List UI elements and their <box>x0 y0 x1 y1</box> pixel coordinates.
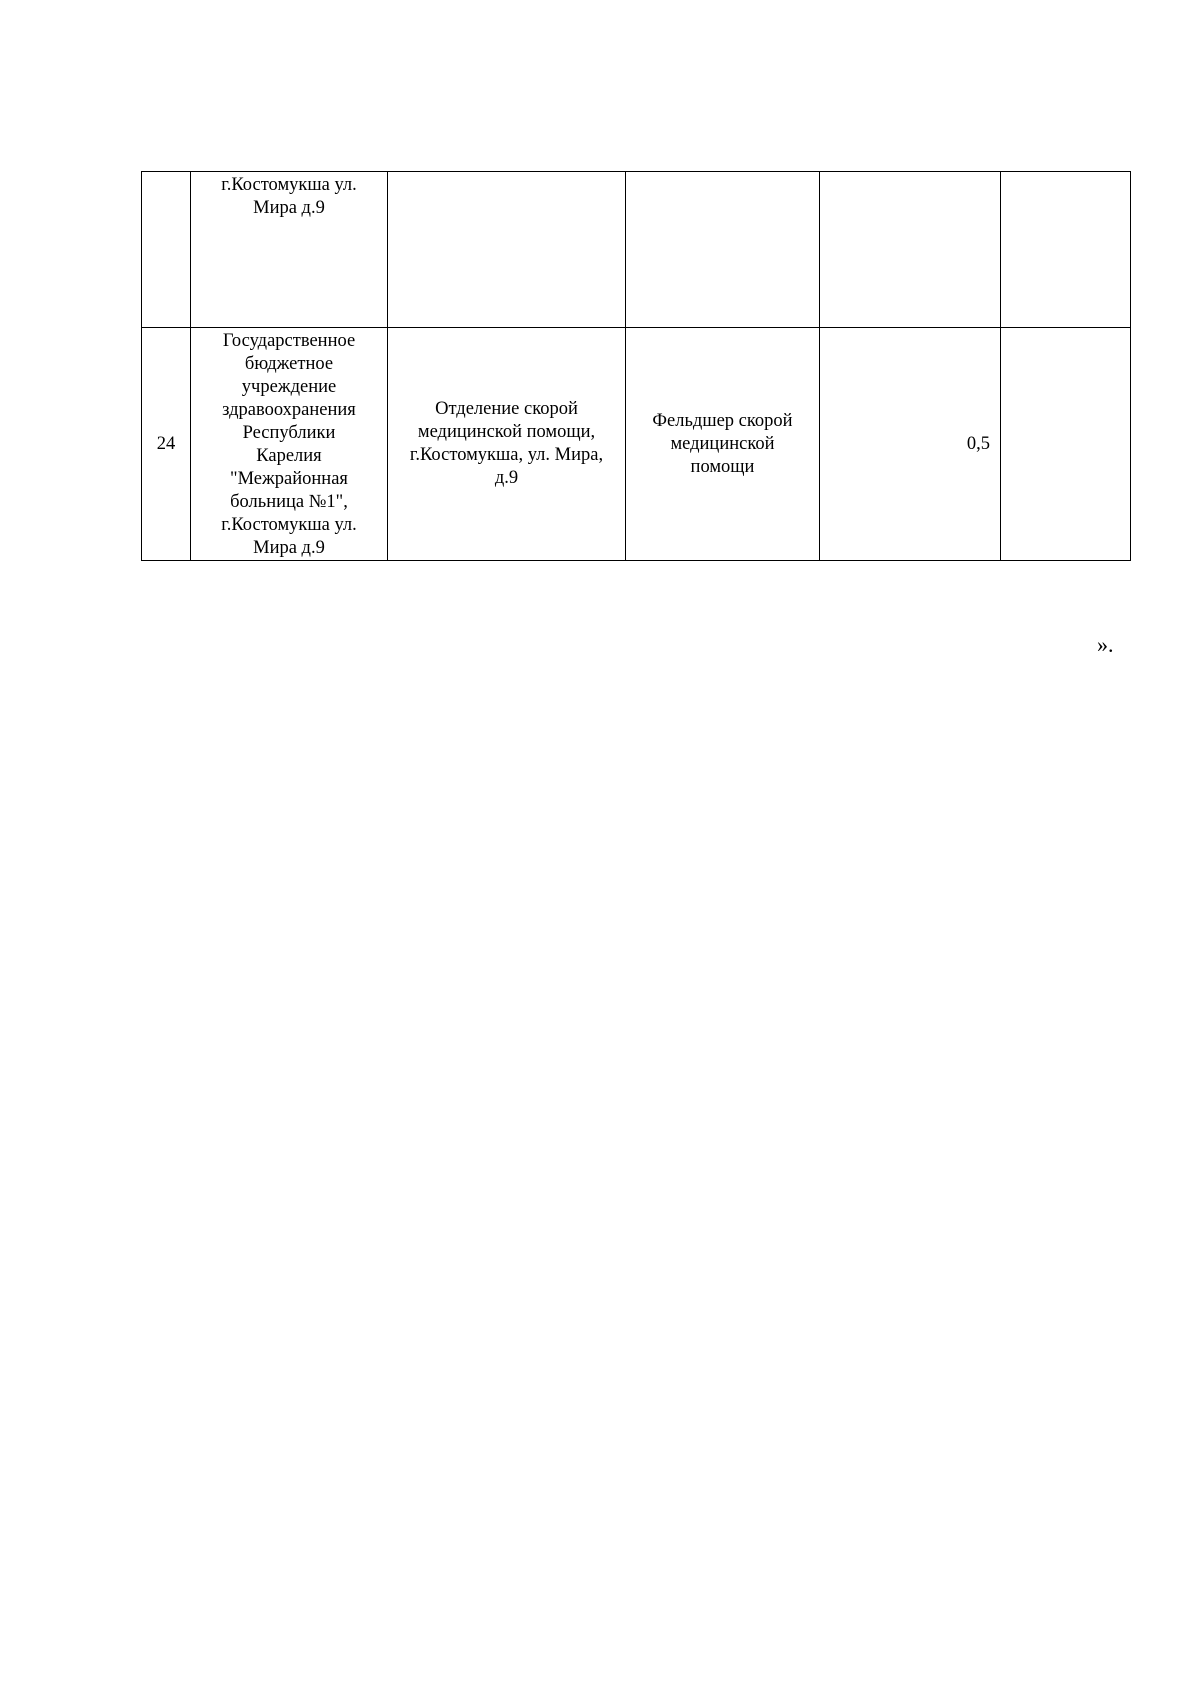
table-row <box>142 172 1131 328</box>
position-cell <box>626 172 820 328</box>
department-cell: Отделение скорой медицинской помощи, г.Костомукша, ул. Мира, д.9 <box>388 328 626 561</box>
row-number-cell <box>142 172 191 328</box>
rate-cell <box>820 172 1001 328</box>
extra-cell <box>1001 328 1131 561</box>
department-cell <box>388 172 626 328</box>
organization-cell: Государственное бюджетное учреждение здравоохранения Республики Карелия "Межрайонная больница №1", г.Костомукша ул. Мира д.9 <box>191 328 388 561</box>
extra-cell <box>1001 172 1131 328</box>
staff-table <box>141 171 1131 561</box>
row-number-cell: 24 <box>142 328 191 561</box>
table-row <box>142 328 1131 561</box>
rate-cell: 0,5 <box>820 328 1001 561</box>
organization-cell: г.Костомукша ул. Мира д.9 <box>191 172 388 328</box>
position-cell: Фельдшер скорой медицинской помощи <box>626 328 820 561</box>
closing-quote-mark: ». <box>1097 632 1114 657</box>
